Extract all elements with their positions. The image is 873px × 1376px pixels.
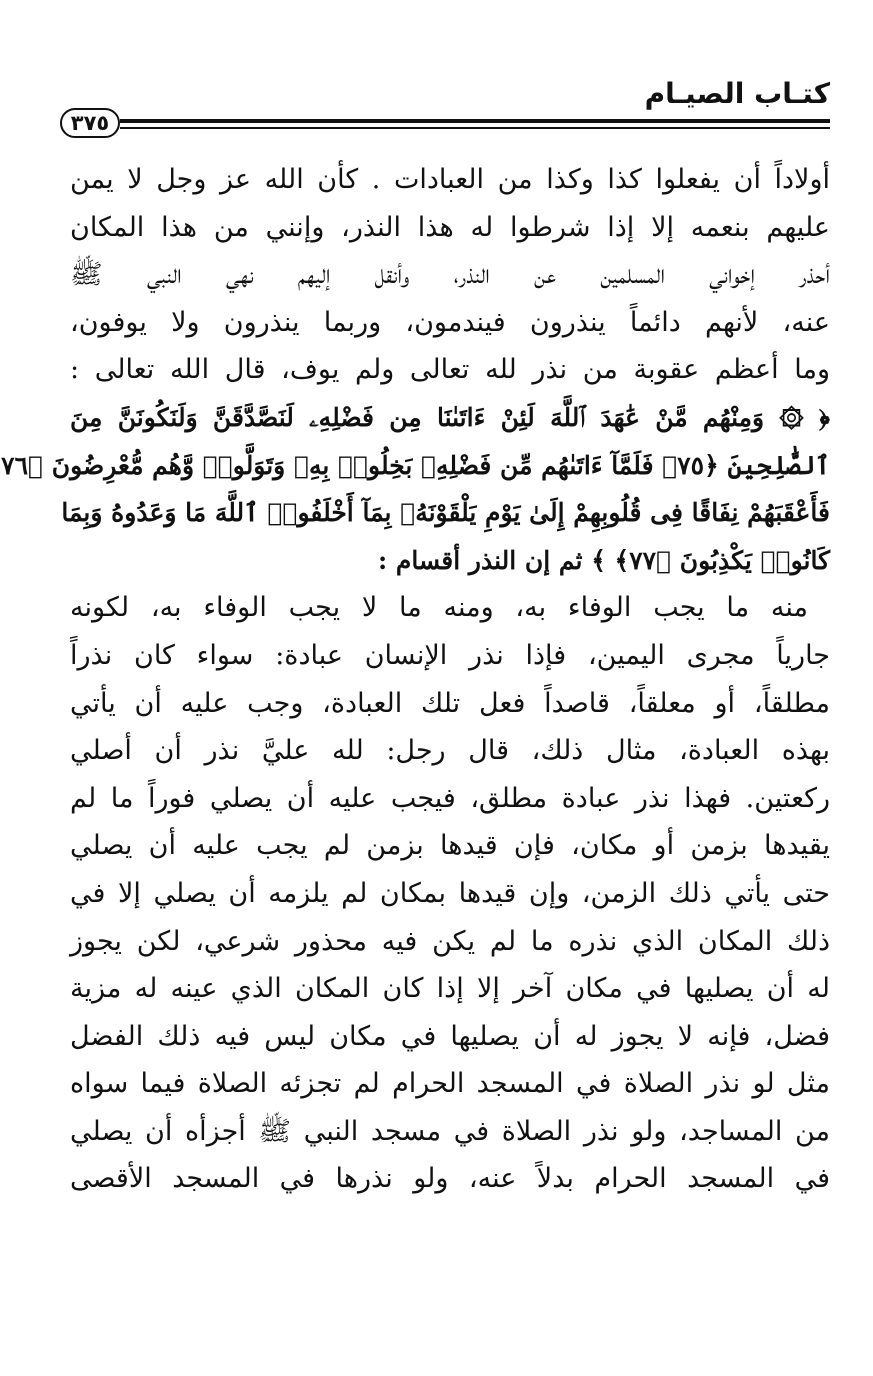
quran-verse-line: فَأَعْقَبَهُمْ نِفَاقًا فِى قُلُوبِهِمْ إِلَىٰ يَوْمِ يَلْقَوْنَهُۥ بِمَآ أَخْلَفُوا۟ ٱللَّهَ مَا وَعَدُوهُ وَبِمَا — [61, 498, 830, 528]
text-line: يقيدها بزمن أو مكان، فإن قيدها بزمن لم يجب عليه أن يصلي — [70, 830, 830, 862]
text-line: له أن يصليها في مكان آخر إلا إذا كان المكان الذي عينه له مزية — [70, 973, 830, 1005]
text-line: ركعتين. فهذا نذر عبادة مطلق، فيجب عليه أن يصلي فوراً ما لم — [70, 782, 830, 814]
header-rule-thin — [120, 127, 830, 129]
text-line: في المسجد الحرام بدلاً عنه، ولو نذرها في المسجد الأقصى — [70, 1163, 830, 1195]
text-line: فضل، فإنه لا يجوز له أن يصليها في مكان ليس فيه ذلك الفضل — [70, 1020, 830, 1052]
page-header — [60, 78, 830, 138]
text-line: من المساجد، ولو نذر الصلاة في مسجد النبي ﷺ أجزأه أن يصلي — [70, 1115, 830, 1147]
text-line: أحذر إخواني المسلمين عن النذر، وأنقل إليهم نهي النبي ﷺ — [70, 259, 830, 291]
text-line: جارياً مجرى اليمين، فإذا نذر الإنسان عبادة: سواء كان نذراً — [70, 639, 830, 671]
text-line: عليهم بنعمه إلا إذا شرطوا له هذا النذر، وإنني من هذا المكان — [70, 211, 830, 243]
text-line: عنه، لأنهم دائماً ينذرون فيندمون، وربما ينذرون ولا يوفون، — [70, 306, 830, 338]
text-line: وما أعظم عقوبة من نذر لله تعالى ولم يوف، قال الله تعالى : — [70, 354, 830, 386]
text-line: بهذه العبادة، مثال ذلك، قال رجل: لله عليَّ نذر أن أصلي — [70, 735, 830, 767]
text-line: مثل لو نذر الصلاة في المسجد الحرام لم تجزئه الصلاة فيما سواه — [70, 1068, 830, 1100]
text-line: أولاداً أن يفعلوا كذا وكذا من العبادات . كأن الله عز وجل لا يمن — [70, 164, 830, 195]
paragraph-first-line: منه ما يجب الوفاء به، ومنه ما لا يجب الوفاء به، لكونه — [70, 592, 808, 624]
quran-verse-line: ٱلصَّٰلِحِينَ ﴿٧٥﴾ فَلَمَّآ ءَاتَىٰهُم مِّن فَضْلِهِۦ بَخِلُوا۟ بِهِۦ وَتَوَلَّوا۟ وَّهُم مُّعْرِضُونَ ﴿٧٦ — [1, 450, 830, 480]
quran-verse-line: كَانُوا۟ يَكْذِبُونَ ﴿٧٧﴾ ﴾ ثم إن النذر أقسام : — [377, 545, 830, 575]
page-body — [1, 156, 830, 1203]
header-rule-thick — [120, 119, 830, 123]
text-line: حتى يأتي ذلك الزمن، وإن قيدها بمكان لم يلزمه أن يصلي إلا في — [70, 877, 830, 909]
running-title: كتـاب الصيـام — [644, 77, 830, 110]
text-line: مطلقاً، أو معلقاً، قاصداً فعل تلك العبادة، وجب عليه أن يأتي — [70, 687, 830, 719]
page-number: ٣٧٥ — [60, 108, 120, 138]
quran-verse-line: ﴿ ۞ وَمِنْهُم مَّنْ عَٰهَدَ ٱللَّهَ لَئِنْ ءَاتَىٰنَا مِن فَضْلِهِۦ لَنَصَّدَّقَنَّ وَلَنَكُونَنَّ مِنَ — [70, 402, 830, 432]
text-line: ذلك المكان الذي نذره ما لم يكن فيه محذور شرعي، لكن يجوز — [70, 925, 830, 957]
